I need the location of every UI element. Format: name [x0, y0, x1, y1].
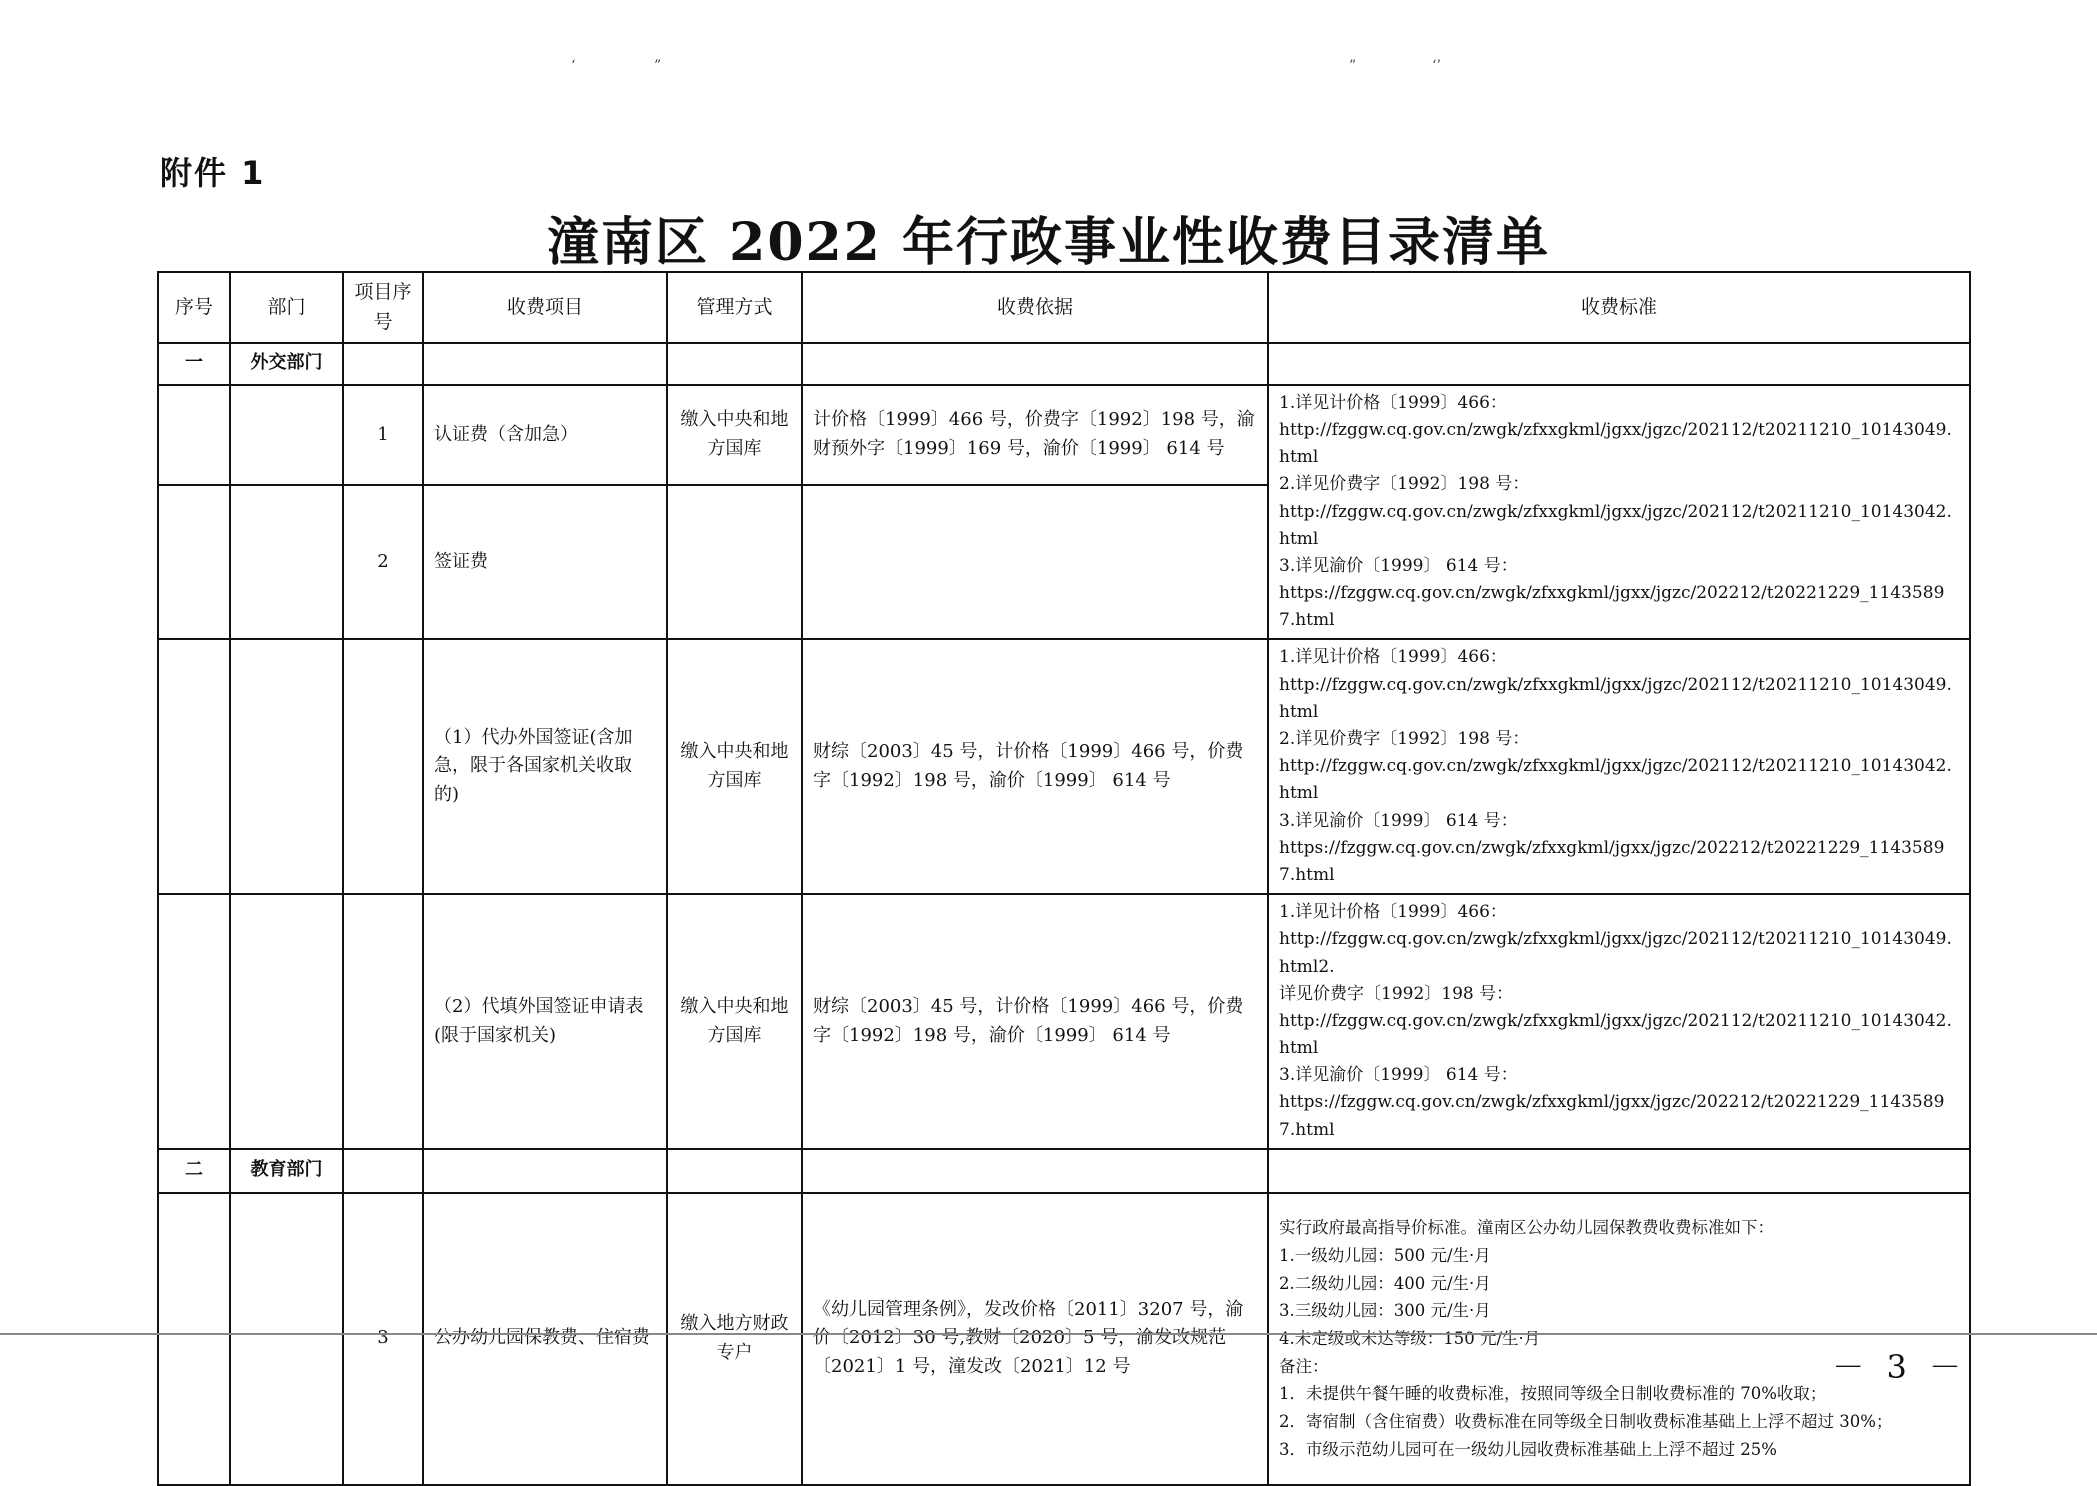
standard-line: 2．寄宿制（含住宿费）收费标准在同等级全日制收费标准基础上上浮不超过 30%；: [1279, 1412, 1893, 1432]
table-row: [158, 639, 1970, 894]
item-name: 签证费: [423, 485, 667, 639]
basis: 财综〔2003〕45 号，计价格〔1999〕466 号，价费字〔1992〕198 号，渝价〔1999〕 614 号: [802, 894, 1268, 1149]
standard-line: 备注：: [1279, 1356, 1329, 1376]
item-no: 1: [343, 385, 423, 485]
basis: 《幼儿园管理条例》，发改价格〔2011〕3207 号，渝价〔2012〕30 号,教财〔2020〕5 号，渝发改规范〔2021〕1 号，潼发改〔2021〕12 号: [802, 1193, 1268, 1485]
standard: [1268, 385, 1970, 640]
section-no: 一: [158, 343, 230, 385]
basis: 计价格〔1999〕466 号，价费字〔1992〕198 号，渝财预外字〔1999〕169 号，渝价〔1999〕 614 号: [802, 385, 1268, 485]
section-row: [158, 343, 1970, 385]
table-row: [158, 894, 1970, 1149]
section-row: [158, 1149, 1970, 1193]
standard-line: http://fzggw.cq.gov.cn/zwgk/zfxxgkml/jgxx/jgzc/202112/t20211210_10143042.html: [1279, 501, 1952, 549]
attachment-label: 附件 1: [160, 154, 266, 192]
document-title: 潼南区 2022 年行政事业性收费目录清单: [547, 212, 1550, 273]
col-header-department: 部门: [230, 272, 343, 343]
col-header-management: 管理方式: [667, 272, 802, 343]
standard-line: 3.详见渝价〔1999〕 614 号：: [1279, 810, 1518, 831]
standard-line: https://fzggw.cq.gov.cn/zwgk/zfxxgkml/jgxx/jgzc/202212/t20221229_11435897.html: [1279, 583, 1945, 631]
footer-divider: [0, 1333, 2097, 1335]
standard-line: http://fzggw.cq.gov.cn/zwgk/zfxxgkml/jgxx/jgzc/202112/t20211210_10143042.html: [1279, 1010, 1952, 1059]
standard-line: 1.详见计价格〔1999〕466：: [1279, 902, 1507, 923]
standard-line: 2.二级幼儿园：400 元/生·月: [1279, 1273, 1491, 1293]
basis: 财综〔2003〕45 号，计价格〔1999〕466 号，价费字〔1992〕198 号，渝价〔1999〕 614 号: [802, 639, 1268, 894]
management: 缴入地方财政专户: [667, 1193, 802, 1485]
standard: [1268, 639, 1970, 894]
fee-catalog-table: [157, 271, 1971, 1486]
item-name: （1）代办外国签证(含加急，限于各国家机关收取的): [423, 639, 667, 894]
table-row: [158, 1193, 1970, 1485]
standard-line: 2.详见价费字〔1992〕198 号：: [1279, 474, 1530, 495]
col-header-item-no: 项目序号: [343, 272, 423, 343]
management: 缴入中央和地方国库: [667, 894, 802, 1149]
col-header-basis: 收费依据: [802, 272, 1268, 343]
standard-line: http://fzggw.cq.gov.cn/zwgk/zfxxgkml/jgxx/jgzc/202112/t20211210_10143049.html: [1279, 419, 1952, 468]
col-header-standard: 收费标准: [1268, 272, 1970, 343]
standard-line: http://fzggw.cq.gov.cn/zwgk/zfxxgkml/jgxx/jgzc/202112/t20211210_10143042.html: [1279, 756, 1952, 804]
scan-mark: ‘’: [1432, 58, 1441, 74]
table-row: [158, 385, 1970, 485]
section-no: 二: [158, 1149, 230, 1193]
standard-line: https://fzggw.cq.gov.cn/zwgk/zfxxgkml/jgxx/jgzc/202212/t20221229_11435897.html: [1279, 1092, 1945, 1140]
item-no: 2: [343, 485, 423, 639]
scan-mark: ‘: [571, 58, 576, 74]
standard-line: 3.详见渝价〔1999〕 614 号：: [1279, 555, 1518, 576]
standard-line: 3.详见渝价〔1999〕 614 号：: [1279, 1065, 1518, 1086]
standard: [1268, 894, 1970, 1149]
standard-line: 实行政府最高指导价标准。潼南区公办幼儿园保教费收费标准如下：: [1279, 1218, 1774, 1238]
section-department: 教育部门: [230, 1149, 343, 1193]
management: 缴入中央和地方国库: [667, 639, 802, 894]
table-header-row: [158, 272, 1970, 343]
standard-line: http://fzggw.cq.gov.cn/zwgk/zfxxgkml/jgxx/jgzc/202112/t20211210_10143049.html2.: [1279, 929, 1952, 977]
page-number: － 3 －: [1832, 1348, 1967, 1386]
standard-line: https://fzggw.cq.gov.cn/zwgk/zfxxgkml/jgxx/jgzc/202212/t20221229_11435897.html: [1279, 837, 1945, 885]
management: [667, 485, 802, 639]
item-no: 3: [343, 1193, 423, 1485]
standard-line: 3．市级示范幼儿园可在一级幼儿园收费标准基础上上浮不超过 25%: [1279, 1439, 1777, 1459]
standard-line: 1．未提供午餐午睡的收费标准，按照同等级全日制收费标准的 70%收取；: [1279, 1384, 1827, 1404]
standard: [1268, 1193, 1970, 1485]
item-name: 公办幼儿园保教费、住宿费: [423, 1193, 667, 1485]
item-name: 认证费（含加急）: [423, 385, 667, 485]
standard-line: 1.一级幼儿园：500 元/生·月: [1279, 1245, 1491, 1265]
standard-line: http://fzggw.cq.gov.cn/zwgk/zfxxgkml/jgxx/jgzc/202112/t20211210_10143049.html: [1279, 674, 1952, 722]
scan-mark: ”: [654, 58, 662, 74]
standard-line: 2.详见价费字〔1992〕198 号：: [1279, 729, 1530, 750]
col-header-no: 序号: [158, 272, 230, 343]
item-no: [343, 639, 423, 894]
basis: [802, 485, 1268, 639]
standard-line: 3.三级幼儿园：300 元/生·月: [1279, 1301, 1491, 1321]
item-no: [343, 894, 423, 1149]
standard-line: 1.详见计价格〔1999〕466：: [1279, 647, 1507, 668]
standard-line: 4.未定级或未达等级：150 元/生·月: [1279, 1328, 1541, 1348]
col-header-item: 收费项目: [423, 272, 667, 343]
scan-mark: ”: [1349, 58, 1357, 74]
standard-line: 1.详见计价格〔1999〕466：: [1279, 392, 1507, 413]
item-name: （2）代填外国签证申请表(限于国家机关): [423, 894, 667, 1149]
standard-line: 详见价费字〔1992〕198 号：: [1279, 983, 1514, 1004]
management: 缴入中央和地方国库: [667, 385, 802, 485]
section-department: 外交部门: [230, 343, 343, 385]
